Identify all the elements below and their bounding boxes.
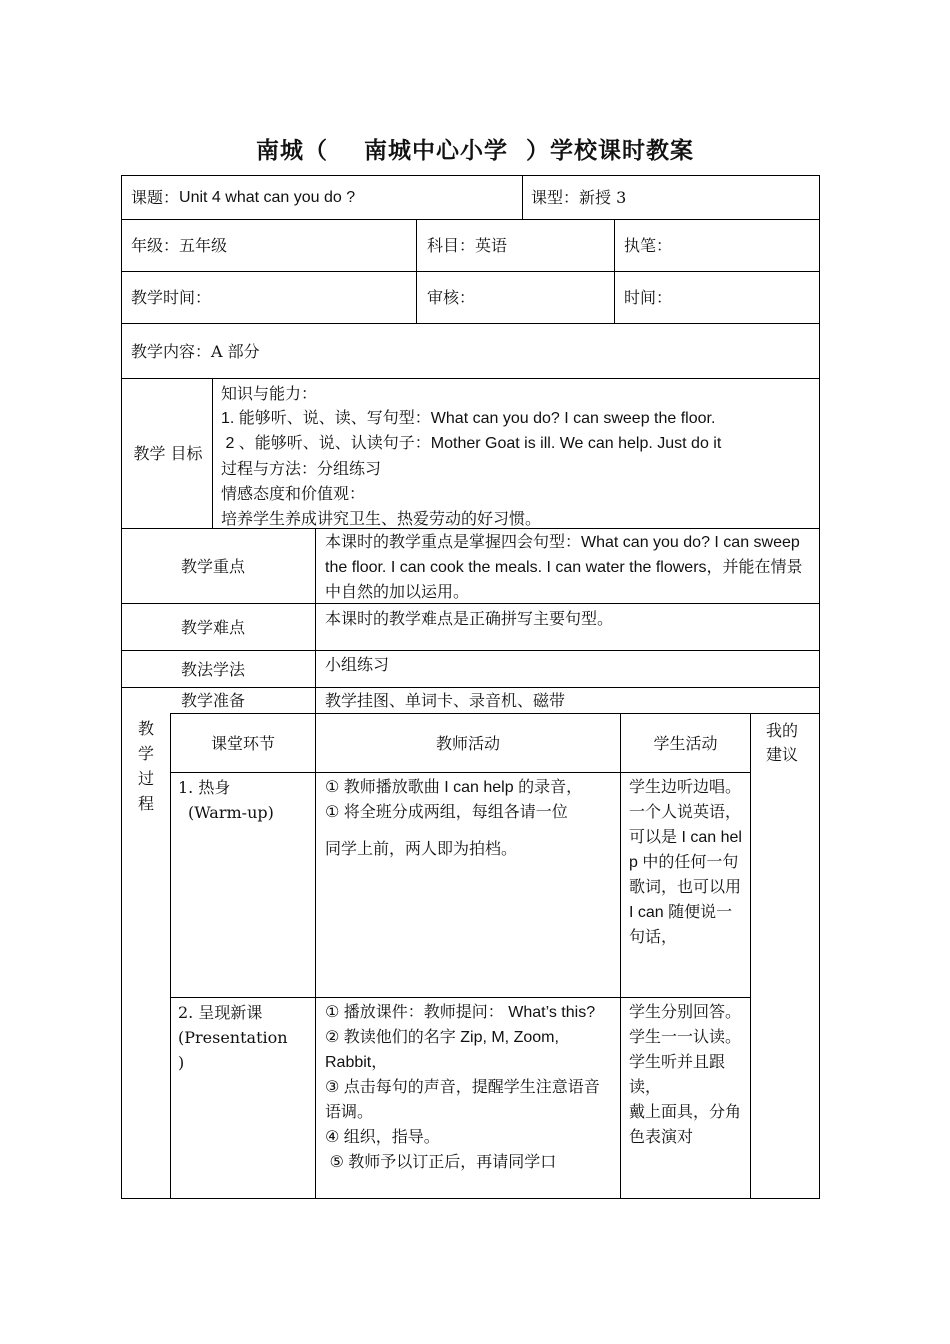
preparation-label: 教学准备 — [181, 691, 246, 710]
stage-line: ) — [178, 1053, 185, 1072]
subject: 科目：英语 — [427, 236, 508, 255]
objective-line: 培养学生养成讲究卫生、热爱劳动的好习惯。 — [221, 509, 542, 528]
table-row-teacher — [325, 1000, 615, 1196]
objective-line: 过程与方法：分组练习 — [221, 459, 382, 478]
column-advice: 我的建议 — [766, 721, 799, 764]
topic-label: 课题： — [131, 188, 180, 207]
table-row-student — [629, 1000, 746, 1196]
objective-line: 1. 能够听、说、读、写句型：What can you do? I can sweep the floor. — [221, 410, 716, 427]
review: 审核： — [427, 288, 476, 307]
key-points-text: 本课时的教学重点是掌握四会句型：What can you do? I can sweep the floor. I can cook the meals. I can water the flowers，并能在情景中自然的加以运用。 — [325, 534, 803, 601]
topic-cell — [131, 176, 521, 219]
column-teacher: 教师活动 — [435, 733, 500, 753]
objective-line: 2 、能够听、说、认读句子：Mother Goat is ill. We can help. Just do it — [221, 435, 722, 452]
process-label: 教学过程 — [137, 719, 154, 813]
key-points-label: 教学重点 — [181, 556, 246, 576]
page-title: 南城（ 南城中心小学 ）学校课时教案 — [255, 138, 695, 164]
teacher-line: ③ 点击每句的声音，提醒学生注意语音语调。 — [325, 1079, 600, 1121]
teach-time: 教学时间： — [131, 288, 212, 307]
column-stage: 课堂环节 — [210, 733, 275, 753]
teacher-line: 同学上前，两人即为拍档。 — [325, 841, 518, 858]
author: 执笔： — [624, 236, 673, 255]
table-row-stage — [178, 775, 312, 995]
student-line: 戴上面具，分角色表演对 — [629, 1104, 742, 1146]
methods-text: 小组练习 — [325, 655, 390, 674]
stage-line: 2. 呈现新课 — [178, 1003, 263, 1022]
teacher-line: ④ 组织，指导。 — [325, 1129, 440, 1146]
objective-line: 情感态度和价值观： — [221, 484, 366, 503]
table-row-teacher — [325, 775, 615, 995]
student-line: 学生听并且跟读， — [629, 1054, 726, 1096]
teacher-line: ② 教读他们的名字 Zip, M, Zoom, Rabbit， — [325, 1029, 559, 1071]
table-row-student — [629, 775, 746, 995]
student-line: 一个人说英语，可以是 I can help 中的任何一句歌词，也可以用 I can 随便说一句话， — [629, 804, 742, 946]
objectives-text — [221, 381, 817, 527]
difficulties-label: 教学难点 — [181, 617, 246, 637]
teacher-line: ① 将全班分成两组，每组各请一位 — [325, 804, 568, 821]
stage-line: (Warm-up) — [188, 803, 274, 822]
student-line: 学生边听边唱。 — [629, 779, 742, 796]
lesson-type: 课型：新授 3 — [531, 188, 627, 207]
column-student: 学生活动 — [653, 733, 718, 753]
table-row-stage — [178, 1000, 312, 1196]
teacher-line: ① 教师播放歌曲 I can help 的录音， — [325, 779, 583, 796]
grade: 年级：五年级 — [131, 236, 228, 255]
preparation-text: 教学挂图、单词卡、录音机、磁带 — [325, 691, 566, 710]
time: 时间： — [624, 288, 673, 307]
student-line: 学生分别回答。 — [629, 1004, 742, 1021]
student-line: 学生一一认读。 — [629, 1029, 742, 1046]
stage-line: 1. 热身 — [178, 778, 231, 797]
topic-value: Unit 4 what can you do ? — [179, 189, 356, 206]
teaching-content: 教学内容：A 部分 — [131, 341, 260, 361]
stage-line: (Presentation — [178, 1028, 288, 1047]
objective-line: 知识与能力： — [221, 384, 318, 403]
difficulties-text: 本课时的教学难点是正确拼写主要句型。 — [325, 609, 614, 628]
methods-label: 教法学法 — [181, 659, 246, 679]
teacher-line: ⑤ 教师予以订正后，再请同学口 — [325, 1154, 557, 1171]
objectives-label: 教学 目标 — [133, 444, 203, 463]
teacher-line: ① 播放课件：教师提问： What’s this? — [325, 1004, 596, 1021]
